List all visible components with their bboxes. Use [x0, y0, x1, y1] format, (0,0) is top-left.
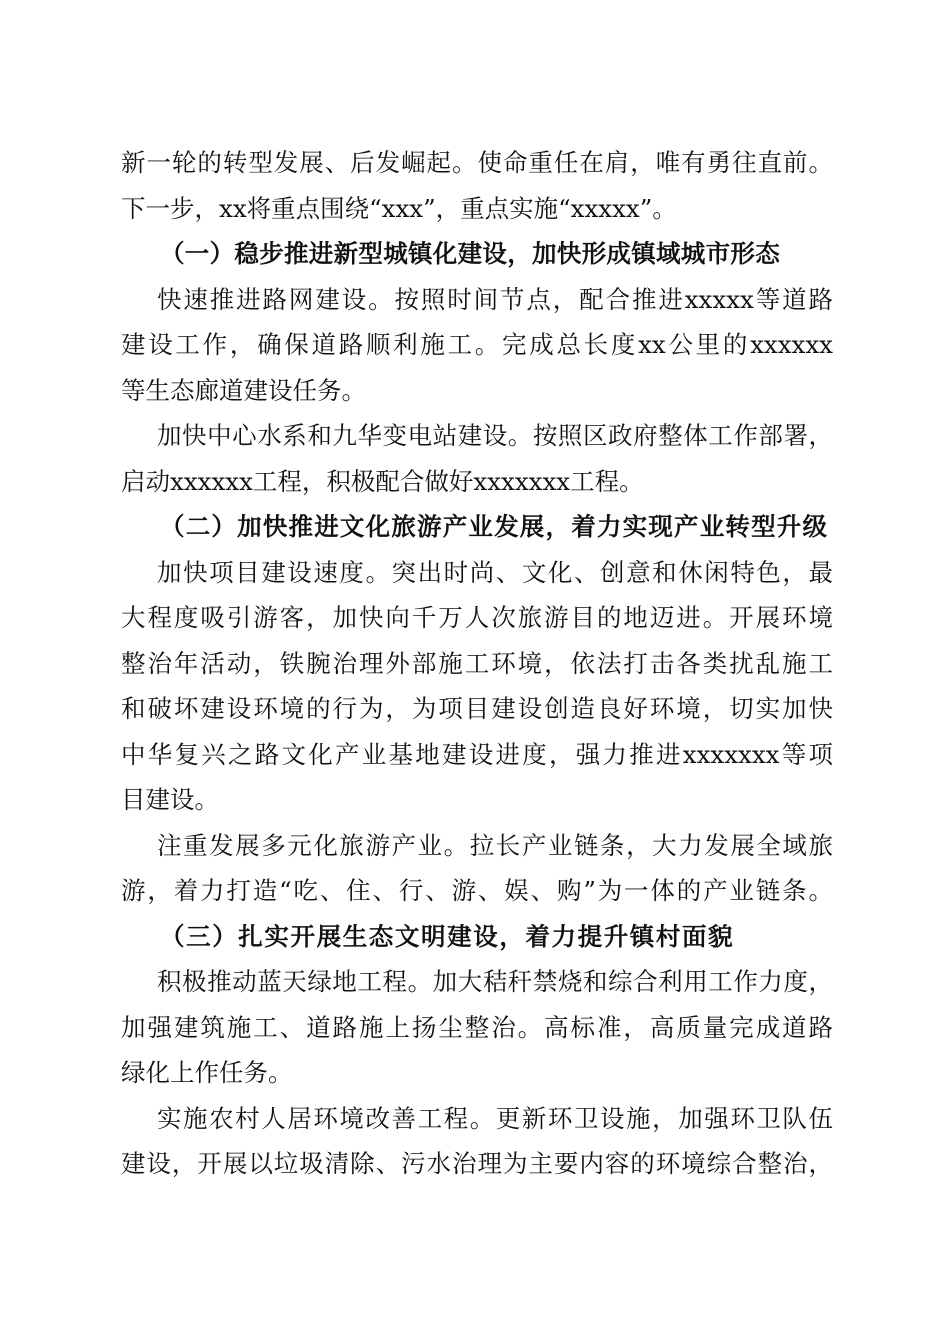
paragraph-line: 启动xxxxxx工程，积极配合做好xxxxxxx工程。 [121, 466, 644, 496]
paragraph-line: 大程度吸引游客，加快向千万人次旅游目的地迈进。开展环境 [121, 603, 833, 632]
document-page [121, 140, 833, 1187]
paragraph-line: 下一步，xx将重点围绕“xxx”，重点实施“xxxxx”。 [121, 193, 677, 223]
paragraph-line: 绿化上作任务。 [121, 1058, 293, 1087]
paragraph-line: 目建设。 [121, 785, 219, 814]
section-heading-1: （一）稳步推进新型城镇化建设，加快形成镇域城市形态 [160, 239, 780, 268]
paragraph-line: 实施农村人居环境改善工程。更新环卫设施，加强环卫队伍 [157, 1103, 833, 1133]
paragraph-line: 加快中心水系和九华变电站建设。按照区政府整体工作部署， [157, 421, 833, 450]
paragraph-line: 整治年活动，铁腕治理外部施工环境，依法打击各类扰乱施工 [121, 648, 833, 678]
paragraph-line: 等生态廊道建设任务。 [121, 375, 366, 405]
paragraph-line: 加强建筑施工、道路施上扬尘整治。高标准，高质量完成道路 [121, 1012, 833, 1042]
section-heading-3: （三）扎实开展生态文明建设，着力提升镇村面貌 [160, 921, 735, 951]
paragraph-line: 游，着力打造“吃、住、行、游、娱、购”为一体的产业链条。 [121, 876, 833, 905]
paragraph-line: 新一轮的转型发展、后发崛起。使命重任在肩，唯有勇往直前。 [121, 148, 833, 177]
paragraph-line: 快速推进路网建设。按照时间节点，配合推进xxxxx等道路 [157, 284, 833, 314]
paragraph-line: 积极推动蓝天绿地工程。加大秸秆禁烧和综合利用工作力度， [157, 967, 833, 996]
paragraph-line: 中华复兴之路文化产业基地建设进度，强力推进xxxxxxx等项 [121, 739, 833, 769]
paragraph-line: 建设，开展以垃圾清除、污水治理为主要内容的环境综合整治， [121, 1149, 833, 1178]
paragraph-line: 加快项目建设速度。突出时尚、文化、创意和休闲特色，最 [157, 557, 833, 587]
paragraph-line: 和破坏建设环境的行为，为项目建设创造良好环境，切实加快 [121, 694, 833, 723]
paragraph-line: 注重发展多元化旅游产业。拉长产业链条，大力发展全域旅 [157, 830, 833, 860]
paragraph-line: 建设工作，确保道路顺利施工。完成总长度xx公里的xxxxxx [121, 330, 833, 359]
section-heading-2: （二）加快推进文化旅游产业发展，着力实现产业转型升级 [160, 512, 829, 541]
